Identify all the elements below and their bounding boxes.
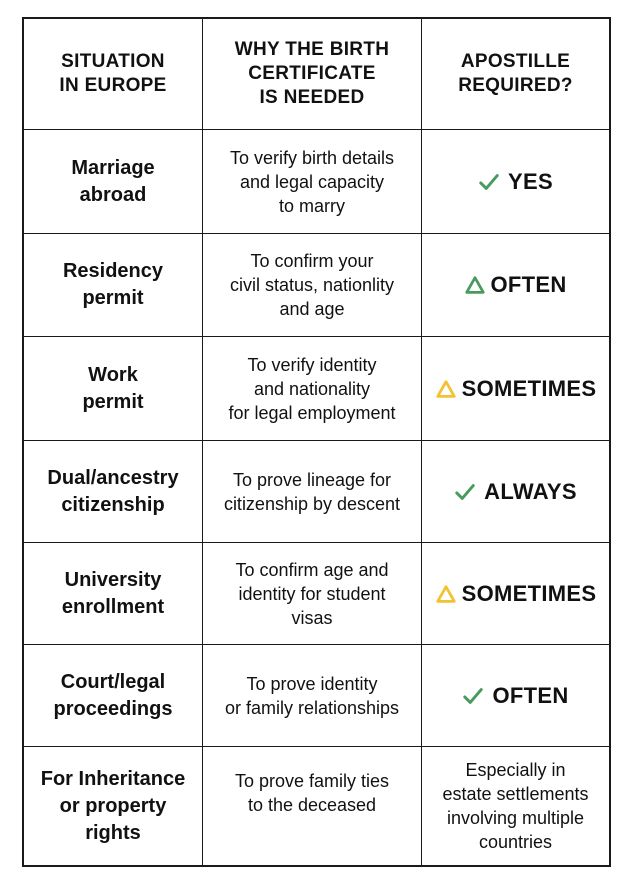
required-cell bbox=[422, 645, 609, 747]
why-text: To confirm your civil status, nationlity and age bbox=[229, 251, 395, 319]
required-note-text: Especially in estate settlements involving multiple countries bbox=[442, 760, 589, 852]
required-text: ALWAYS bbox=[484, 478, 577, 504]
why-text: To verify birth details and legal capacity to marry bbox=[229, 147, 395, 216]
required-cell bbox=[422, 130, 609, 234]
situation-cell bbox=[24, 747, 203, 865]
required-text: YES bbox=[508, 168, 553, 194]
situation-cell bbox=[24, 234, 203, 337]
required-text: SOMETIMES bbox=[461, 580, 597, 606]
header-apostille bbox=[422, 19, 609, 130]
required-cell bbox=[422, 747, 609, 865]
required-cell bbox=[422, 234, 609, 337]
situation-text: For Inheritance or property rights bbox=[40, 767, 186, 844]
situation-text: University enrollment bbox=[61, 568, 165, 618]
why-cell bbox=[203, 441, 422, 543]
situation-text: Marriage abroad bbox=[71, 156, 155, 206]
required-badge bbox=[464, 272, 566, 298]
situation-text: Court/legal proceedings bbox=[53, 670, 173, 720]
header-situation bbox=[24, 19, 203, 130]
check-icon bbox=[462, 685, 484, 707]
why-cell bbox=[203, 645, 422, 747]
header-why bbox=[203, 19, 422, 130]
situation-text: Residency permit bbox=[62, 260, 164, 309]
situation-text: Dual/ancestry citizenship bbox=[47, 466, 179, 516]
why-cell bbox=[203, 543, 422, 645]
situation-cell bbox=[24, 130, 203, 234]
header-apostille-text: APOSTILLE REQUIRED? bbox=[458, 51, 573, 96]
header-why-text: WHY THE BIRTH CERTIFICATE IS NEEDED bbox=[234, 39, 390, 108]
required-cell bbox=[422, 441, 609, 543]
check-icon bbox=[478, 171, 500, 193]
required-text: SOMETIMES bbox=[461, 375, 597, 401]
why-cell bbox=[203, 234, 422, 337]
required-text: OFTEN bbox=[490, 272, 567, 297]
required-text: OFTEN bbox=[492, 682, 569, 708]
warning-triangle-yellow-icon bbox=[435, 378, 457, 400]
situation-cell bbox=[24, 645, 203, 747]
warning-triangle-green-icon bbox=[464, 274, 486, 296]
required-badge bbox=[454, 479, 577, 505]
required-cell bbox=[422, 543, 609, 645]
why-cell bbox=[203, 747, 422, 865]
required-badge bbox=[462, 683, 568, 709]
situation-cell bbox=[24, 441, 203, 543]
why-text: To prove family ties to the deceased bbox=[234, 771, 390, 815]
situation-text: Work permit bbox=[82, 363, 144, 413]
why-text: To prove lineage for citizenship by descent bbox=[223, 469, 401, 514]
required-badge bbox=[435, 376, 597, 402]
check-icon bbox=[454, 481, 476, 503]
why-cell bbox=[203, 337, 422, 441]
required-badge bbox=[435, 581, 597, 607]
why-text: To prove identity or family relationships bbox=[224, 673, 400, 718]
why-cell bbox=[203, 130, 422, 234]
situation-cell bbox=[24, 337, 203, 441]
situation-cell bbox=[24, 543, 203, 645]
why-text: To confirm age and identity for student visas bbox=[235, 559, 389, 628]
required-cell bbox=[422, 337, 609, 441]
warning-triangle-yellow-icon bbox=[435, 583, 457, 605]
apostille-table bbox=[22, 17, 611, 867]
header-situation-text: SITUATION IN EUROPE bbox=[59, 51, 167, 96]
required-badge bbox=[478, 169, 553, 195]
why-text: To verify identity and nationality for legal employment bbox=[228, 354, 396, 423]
